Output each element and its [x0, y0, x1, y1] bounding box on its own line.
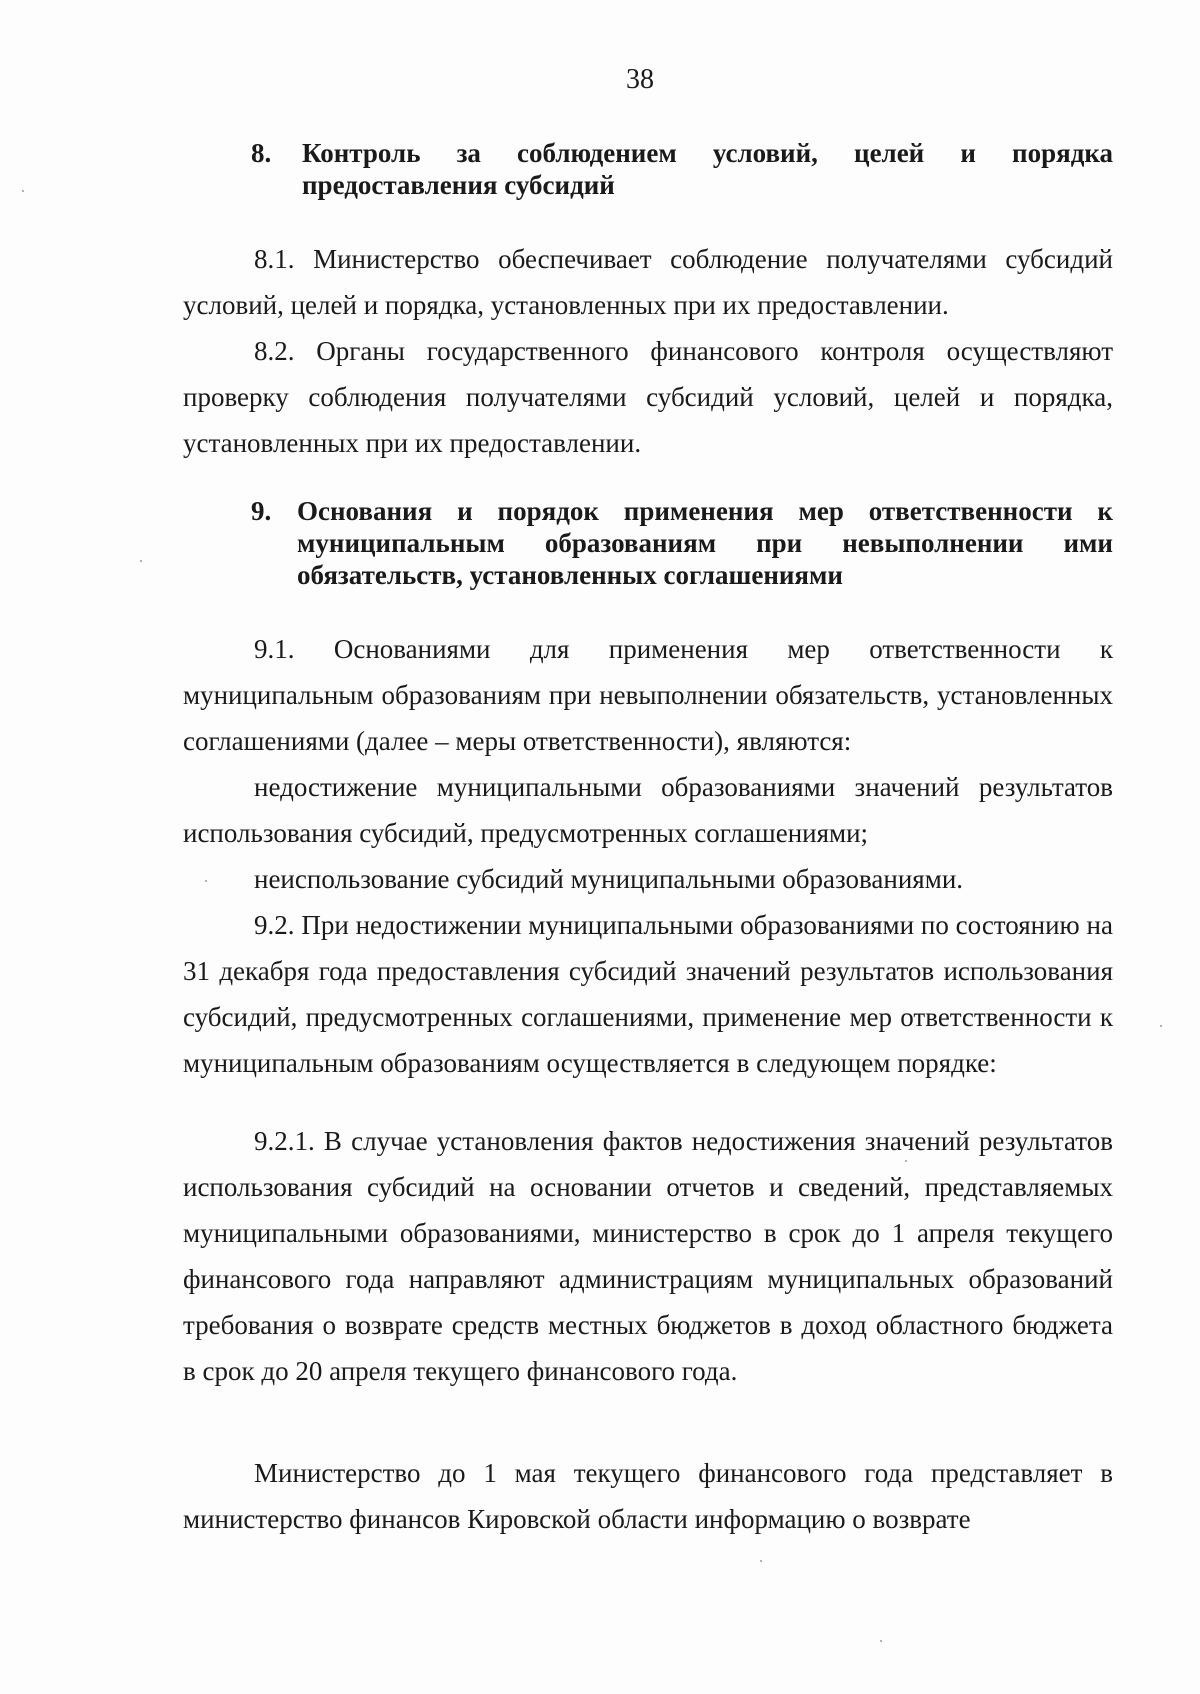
section-8-number: 8. — [251, 138, 272, 168]
scan-speck — [22, 190, 24, 192]
scan-speck — [1160, 1025, 1162, 1027]
ministry-paragraph-block — [183, 1450, 1113, 1542]
section-8-heading — [251, 137, 1113, 201]
scan-speck — [880, 1640, 882, 1642]
paragraph-9-1-item-a: недостижение муниципальными образованиями значений результатов использования субсидий, предусмотренных соглашениями; — [183, 772, 1113, 848]
section-9-number: 9. — [251, 496, 272, 526]
paragraph-ministry: Министерство до 1 мая текущего финансового года представляет в министерство финансов Кировской области информацию о возврате — [183, 1458, 1113, 1534]
section-9-2-1-body — [183, 1118, 1113, 1394]
scan-speck — [205, 880, 207, 882]
paragraph-9-1: 9.1. Основаниями для применения мер ответственности к муниципальным образованиям при невыполнении обязательств, установленных соглашениями (далее – меры ответственности), являются: — [183, 634, 1113, 756]
paragraph-9-1-item-b: неиспользование субсидий муниципальными образованиями. — [254, 864, 964, 894]
section-8-title: Контроль за соблюдением условий, целей и порядка предоставления субсидий — [302, 138, 1113, 200]
paragraph-9-2: 9.2. При недостижении муниципальными образованиями по состоянию на 31 декабря года предоставления субсидий значений результатов использования субсидий, предусмотренных соглашениями, применение мер ответственности к муниципальным образованиям осуществляется в следующем порядке: — [183, 910, 1113, 1078]
page-number: 38 — [626, 64, 654, 95]
paragraph-9-2-1: 9.2.1. В случае установления фактов недостижения значений результатов использования субсидий на основании отчетов и сведений, представляемых муниципальными образованиями, министерство в срок до 1 апреля текущего финансового года направляют администрациям муниципальных образований требования о возврате средств местных бюджетов в доход областного бюджета в срок до 20 апреля текущего финансового года. — [183, 1126, 1113, 1386]
scan-speck — [140, 560, 142, 562]
section-9-title: Основания и порядок применения мер ответственности к муниципальным образованиям при невыполнении ими обязательств, установленных соглашениями — [297, 496, 1113, 590]
section-8-body — [183, 236, 1113, 466]
section-9-heading — [251, 495, 1113, 591]
paragraph-8-1: 8.1. Министерство обеспечивает соблюдение получателями субсидий условий, целей и порядка, установленных при их предоставлении. — [183, 244, 1113, 320]
scan-speck — [760, 1560, 762, 1562]
section-9-body — [183, 626, 1113, 1086]
scan-speck — [905, 1160, 907, 1162]
paragraph-8-2: 8.2. Органы государственного финансового контроля осуществляют проверку соблюдения получателями субсидий условий, целей и порядка, установленных при их предоставлении. — [183, 336, 1113, 458]
